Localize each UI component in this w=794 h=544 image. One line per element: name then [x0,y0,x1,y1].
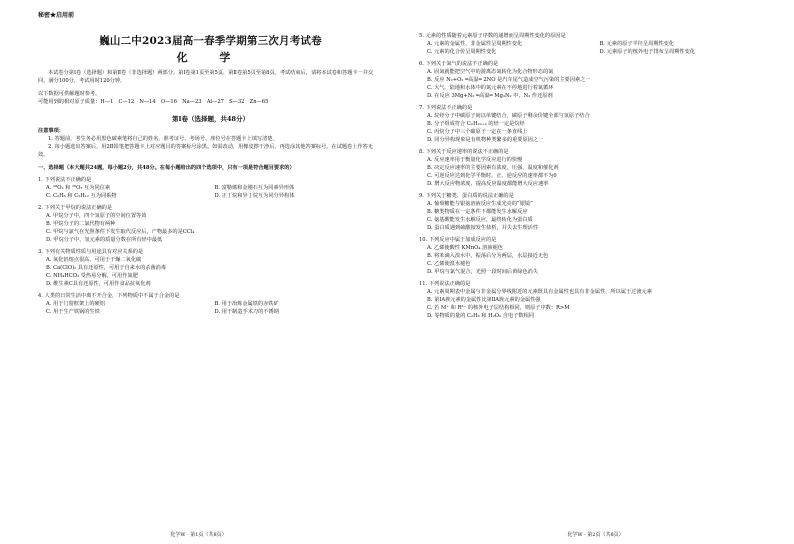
reference-data-line: 以下数据可供解题时参考。 [38,91,101,97]
option-c: C. 甲烷与氯气在光照条件下发生取代反应后，产物最多的是CCl₄ [46,229,195,235]
question-3 [38,248,383,288]
option-d: D. 正丁烷和异丁烷互为同分异构体 [214,193,295,199]
question-5 [419,32,772,56]
question-9 [419,192,772,232]
option-a: A. 氧化铝熔点很高，可用于干燥二氧化碳 [46,257,142,263]
option-a: A. 元素的金属性、非金属性呈周期性变化 [427,41,523,47]
option-b: B. 用于冶炼金属铁的赤铁矿 [214,301,279,307]
option-a: A. 烷烃分子中碳原子间以单键结合，碳原子剩余价键全部与氢原子结合 [427,113,590,119]
question-stem: 9. 下列关于糖类、蛋白质的说法正确的是 [419,193,514,199]
option-d: D. 蛋白质遇到硫酸铵发生盐析，并失去生理活性 [427,225,539,231]
option-b: B. 将苯滴入溴水中，振荡后分为两层，水层接近无色 [427,253,549,259]
option-a: A. ¹⁸O₂ 和 ¹⁶O₃ 互为同位素 [46,185,111,191]
option-b: B. 富勒烯和金刚石互为同素异形体 [214,185,295,191]
option-b: B. 甲烷分子的二氯代物有两种 [46,221,116,227]
exam-subject: 化 学 [176,51,245,64]
question-stem: 11. 下列说法正确的是 [419,281,471,287]
part-1-header: 一、选择题（本大题共24题，每小题2分，共48分。在每小题给出的四个选项中，只有一项是符合题目要求的） [38,165,295,171]
question-stem: 1. 下列说法不正确的是 [38,177,92,183]
note-2: 2. 每小题选出答案后，用2B铅笔把答题卡上对应题目的答案标号涂黑。如需改动，用橡皮擦干净后，再选涂其他答案标号。在试题卷上作答无效。 [38,144,373,158]
option-c: C. 元素的化合价呈周期性变化 [427,49,497,55]
option-c: C. 若 M⁺ 和 R²⁻ 的核外电子层结构相同，则原子序数：R>M [427,305,570,311]
option-b: B. 分子组成符合 CₙH₂ₙ₊₂ 的烃一定是烷烃 [427,121,525,127]
notes-title: 注意事项： [38,128,64,134]
option-b: B. 决定反应速率的主要因素有浓度、压强、温度和催化剂 [427,165,559,171]
option-a: A. 甲烷分子中，四个氢原子的空间位置等效 [46,213,147,219]
question-stem: 5. 元素的性质随着元素原子序数的递增而呈周期性变化的原因是 [419,33,566,39]
question-stem: 10. 下列反应中属于加成反应的是 [419,237,497,243]
question-stem: 6. 下列关于氮气的说法不正确的是 [419,61,499,67]
option-b: B. 第ⅠA族元素的金属性比第ⅡA族元素的金属性强 [427,297,541,303]
question-10 [419,236,772,276]
option-b: B. 反应 N₂+O₂ ═高温═ 2NO 是汽车尾气造成空气污染的主要因素之一 [427,77,591,83]
question-1 [38,176,383,200]
page-2-footer: 化学W · 第2页（共8页） [567,532,624,538]
option-d: D. 用于制造手术刀的不锈钢 [214,309,279,315]
option-c: C. 大气、陆地和水体中的氮元素在不停地进行着氮循环 [427,85,554,91]
secret-label: 秘密★启用前 [38,12,75,19]
page-2 [397,0,794,544]
option-c: C. NH₄HCO₃ 受热易分解，可用作氮肥 [46,273,138,279]
option-b: B. 糖类物质在一定条件下都能发生水解反应 [427,209,528,215]
option-d: D. 甲烷分子中，氢元素的质量分数在所有烃中最低 [46,237,163,243]
option-a: A. 固氮就能把空气中的游离态氮转化为化合物形态的氮 [427,69,554,75]
section-1-title: 第Ⅰ卷（选择题，共48分） [171,115,250,123]
option-d: D. 同分异构现象是有机物种类繁多的重要原因之一 [427,137,544,143]
option-d: D. 甲烷与氯气混合，光照一段时间后黄绿色消失 [427,269,539,275]
option-c: C. 乙烯使溴水褪色 [427,261,471,267]
question-7 [419,104,772,144]
option-a: A. 反应速率用于衡量化学反应进行的快慢 [427,157,523,163]
question-8 [419,148,772,188]
option-b: B. Ca(ClO)₂ 具有还原性，可用于自来水的杀菌消毒 [46,265,167,271]
option-c: C. 丙烷分子中三个碳原子一定在一条直线上 [427,129,528,135]
question-stem: 8. 下列关于反应速率的说法不正确的是 [419,149,509,155]
option-c: C. 氨基酸能发生水解反应，最终转化为蛋白质 [427,217,533,223]
question-2 [38,204,383,244]
question-4 [38,292,383,316]
note-1: 1. 答题前，考生务必用黑色碳素笔将自己的姓名、准考证号、考场号、座位号在答题卡上填写清楚。 [48,136,278,142]
atomic-mass-line: 可能用到的相对原子质量：H—1 C—12 N—14 O—16 Na—23 Al—27 S—32 Zn—65 [38,99,269,105]
page-1-footer: 化学W · 第1页（共8页） [170,532,227,538]
question-stem: 4. 人类的日常生活中离不开合金，下列物质中不属于合金的是 [38,293,180,299]
question-stem: 3. 下列有关物质性质与用途具有对应关系的是 [38,249,144,255]
question-stem: 2. 下列关于甲烷的说法正确的是 [38,205,113,211]
option-d: D. 增大反应物浓度、提高反应温度都能增大反应速率 [427,181,549,187]
exam-intro: 本试卷分第Ⅰ卷（选择题）和第Ⅱ卷（非选择题）两部分。第Ⅰ卷第1页至第5页，第Ⅱ卷第5页至第8页。考试结束后，请将本试卷和答题卡一并交回。满分100分，考试用时120分钟。 [38,70,374,84]
option-c: C. C₂H₆ 和 C₅H₁₂ 互为同系物 [46,193,117,199]
option-c: C. 可逆反应达到化学平衡时，正、逆反应的速率都不为0 [427,173,557,179]
option-a: A. 乙烯使酸性 KMnO₄ 溶液褪色 [427,245,503,251]
option-d: D. 等物质的量的 C₂H₆ 和 H₂O₂ 含电子数相同 [427,313,534,319]
option-d: D. 在反应 3Mg+N₂ ═高温═ Mg₃N₂ 中，N₂ 作还原剂 [427,93,553,99]
exam-title: 巍山二中2023届高一春季学期第三次月考试卷 [99,35,322,47]
option-b: B. 元素的原子半径呈周期性变化 [599,41,675,47]
option-d: D. 维生素C具有还原性，可用作食品抗氧化剂 [46,281,151,287]
question-11 [419,280,772,320]
option-d: D. 元素原子的核外电子排布呈周期性变化 [599,49,695,55]
option-a: A. 元素周期表中金属与非金属分界线附近的元素既具有金属性也具有非金属性，所以属于过渡元素 [427,289,652,295]
option-c: C. 用于生产铁锅的生铁 [46,309,100,315]
option-a: A. 葡萄糖能与银氨溶液反应生成光亮的“银镜” [427,201,533,207]
question-6 [419,60,772,100]
question-stem: 7. 下列说法不正确的是 [419,105,473,111]
option-a: A. 用于门窗框架上的硬铝 [46,301,105,307]
